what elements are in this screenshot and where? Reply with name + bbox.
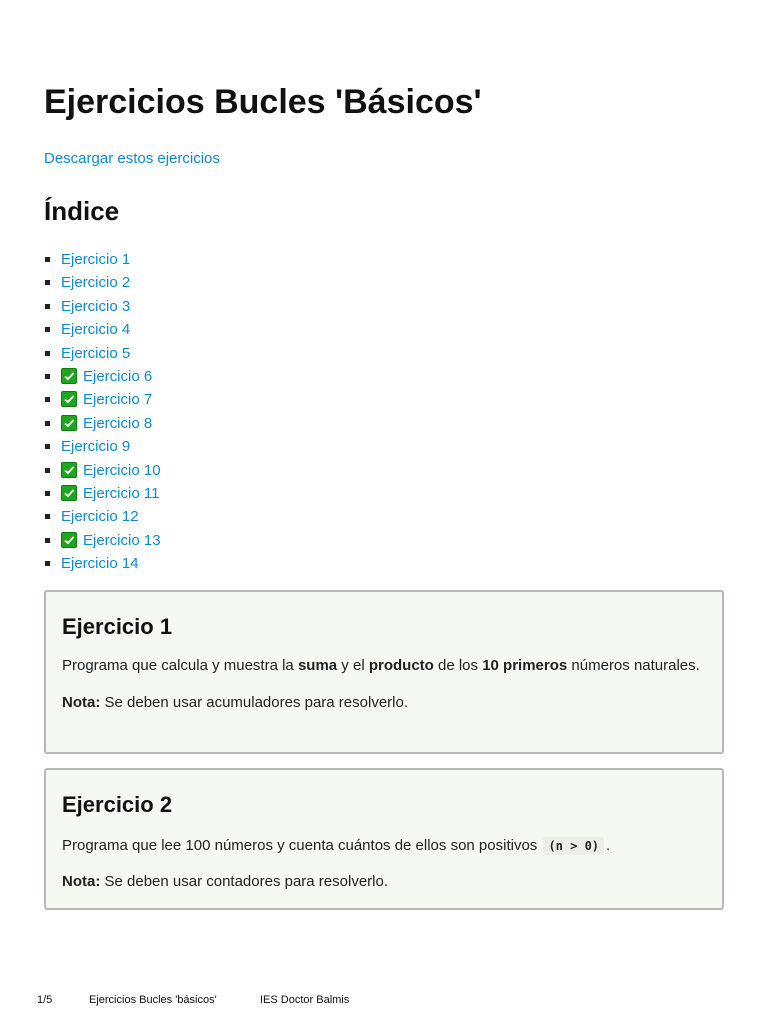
exercise-card-1 xyxy=(44,590,724,754)
bullet-icon xyxy=(45,257,50,262)
exercise-description: Programa que calcula y muestra la suma y el producto de los 10 primeros números naturales. xyxy=(62,657,700,674)
index-item xyxy=(44,461,161,484)
index-item xyxy=(44,554,161,577)
index-link-exercise-10[interactable]: Ejercicio 10 xyxy=(83,461,161,479)
index-list xyxy=(44,250,161,577)
bullet-icon xyxy=(45,374,50,379)
code-snippet: (n > 0) xyxy=(543,837,604,855)
check-mark-icon xyxy=(61,391,77,407)
bullet-icon xyxy=(45,491,50,496)
exercise-title: Ejercicio 2 xyxy=(62,792,173,817)
page-title: Ejercicios Bucles 'Básicos' xyxy=(44,83,482,121)
check-mark-icon xyxy=(61,485,77,501)
check-mark-icon xyxy=(61,415,77,431)
exercise-title: Ejercicio 1 xyxy=(62,614,173,639)
bullet-icon xyxy=(45,444,50,449)
exercise-card-2 xyxy=(44,768,724,910)
bullet-icon xyxy=(45,468,50,473)
bullet-icon xyxy=(45,561,50,566)
exercise-note: Nota: Se deben usar acumuladores para resolverlo. xyxy=(62,694,409,711)
footer-page-number: 1/5 xyxy=(37,994,53,1006)
check-mark-icon xyxy=(61,462,77,478)
index-link-exercise-6[interactable]: Ejercicio 6 xyxy=(83,367,153,385)
exercise-note: Nota: Se deben usar contadores para resolverlo. xyxy=(62,873,389,890)
index-item xyxy=(44,297,161,320)
index-heading: Índice xyxy=(44,196,120,226)
page-footer xyxy=(0,993,768,1009)
index-link-exercise-4[interactable]: Ejercicio 4 xyxy=(61,321,131,339)
check-mark-icon xyxy=(61,532,77,548)
index-item xyxy=(44,531,161,554)
bullet-icon xyxy=(45,538,50,543)
index-item xyxy=(44,390,161,413)
note-label: Nota: xyxy=(62,694,101,711)
index-item xyxy=(44,507,161,530)
index-item xyxy=(44,344,161,367)
index-link-exercise-7[interactable]: Ejercicio 7 xyxy=(83,391,153,409)
bullet-icon xyxy=(45,421,50,426)
note-label: Nota: xyxy=(62,873,101,890)
bullet-icon xyxy=(45,280,50,285)
index-item xyxy=(44,414,161,437)
index-link-exercise-13[interactable]: Ejercicio 13 xyxy=(83,531,161,549)
index-link-exercise-12[interactable]: Ejercicio 12 xyxy=(61,508,139,526)
index-link-exercise-8[interactable]: Ejercicio 8 xyxy=(83,414,153,432)
bullet-icon xyxy=(45,304,50,309)
index-item xyxy=(44,250,161,273)
download-exercises-link[interactable]: Descargar estos ejercicios xyxy=(44,150,220,167)
bullet-icon xyxy=(45,397,50,402)
index-item xyxy=(44,320,161,343)
index-link-exercise-2[interactable]: Ejercicio 2 xyxy=(61,274,131,292)
index-item xyxy=(44,273,161,296)
index-link-exercise-11[interactable]: Ejercicio 11 xyxy=(83,484,160,502)
index-link-exercise-1[interactable]: Ejercicio 1 xyxy=(61,251,131,268)
index-item xyxy=(44,367,161,390)
index-item xyxy=(44,437,161,460)
bullet-icon xyxy=(45,351,50,356)
footer-document-title: Ejercicios Bucles 'básicos' xyxy=(89,994,217,1006)
check-mark-icon xyxy=(61,368,77,384)
index-link-exercise-14[interactable]: Ejercicio 14 xyxy=(61,555,139,573)
bullet-icon xyxy=(45,514,50,519)
exercise-description: Programa que lee 100 números y cuenta cuántos de ellos son positivos (n > 0) . xyxy=(62,837,611,854)
bullet-icon xyxy=(45,327,50,332)
footer-school-name: IES Doctor Balmis xyxy=(260,994,350,1006)
index-item xyxy=(44,484,161,507)
index-link-exercise-9[interactable]: Ejercicio 9 xyxy=(61,438,131,456)
index-link-exercise-3[interactable]: Ejercicio 3 xyxy=(61,297,131,315)
index-link-exercise-5[interactable]: Ejercicio 5 xyxy=(61,344,131,362)
